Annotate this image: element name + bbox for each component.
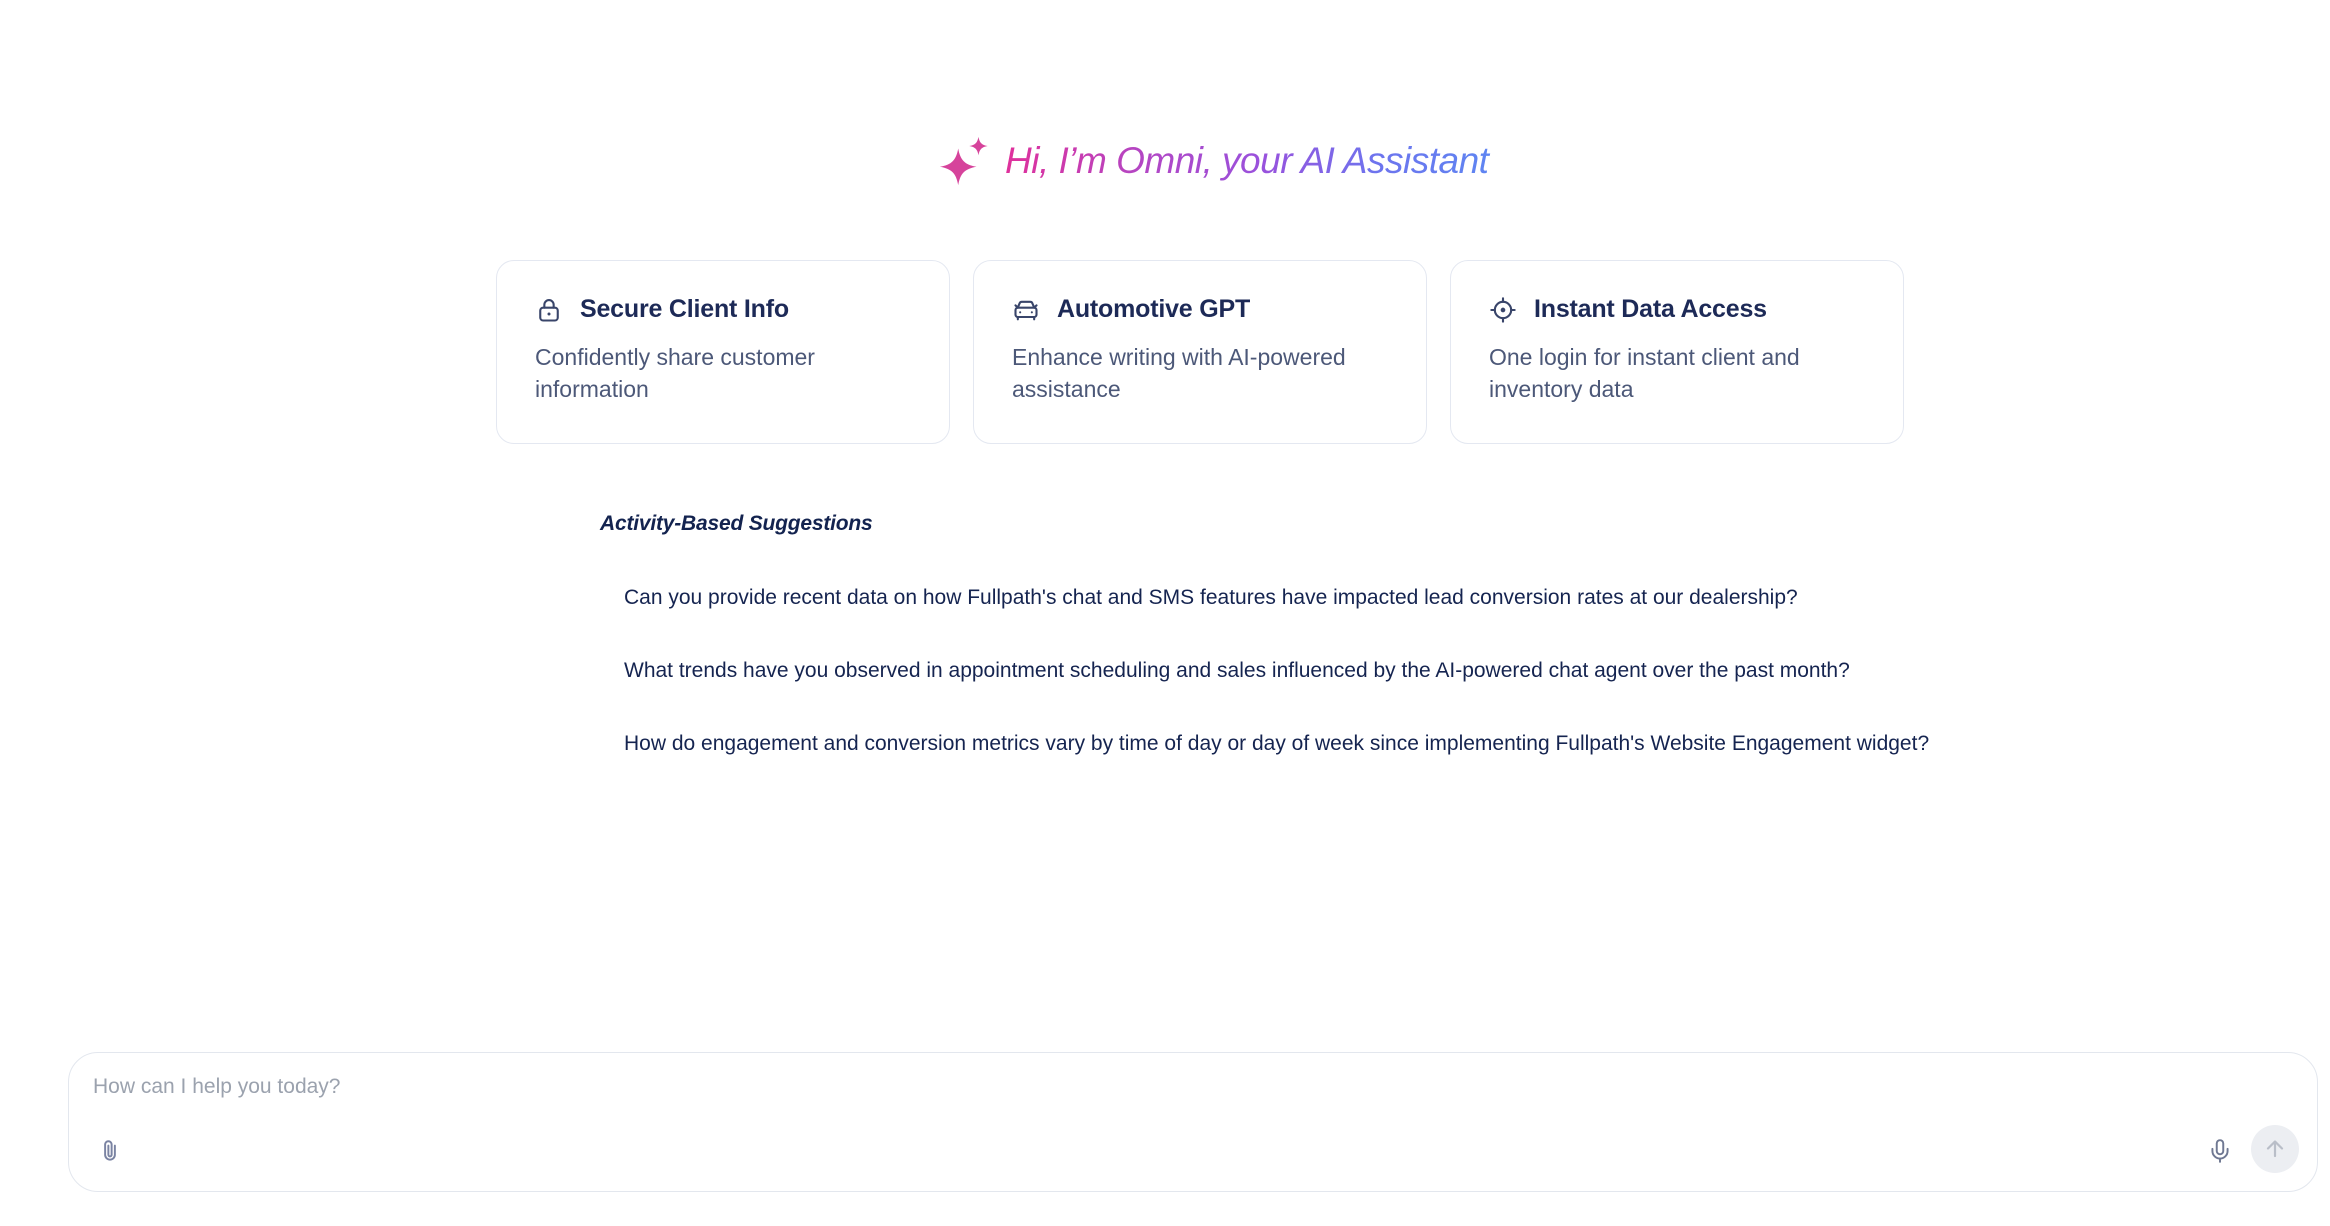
message-input[interactable] (93, 1075, 1693, 1111)
card-title: Secure Client Info (580, 295, 789, 323)
list-item (624, 585, 1929, 610)
card-description: One login for instant client and inventory data (1489, 344, 1800, 402)
composer (68, 1052, 2318, 1192)
card-description: Enhance writing with AI-powered assistance (1012, 344, 1346, 402)
suggestions-section (600, 512, 1929, 756)
card-header (1489, 295, 1867, 324)
car-front-icon (1012, 296, 1040, 324)
feature-card-secure-client-info (496, 260, 950, 444)
suggestion-item-3[interactable]: How do engagement and conversion metrics vary by time of day or day of week since implementing Fullpath's Website Engagement widget? (624, 732, 1930, 755)
lock-icon (535, 296, 563, 324)
target-locate-icon (1489, 296, 1517, 324)
attach-button[interactable] (95, 1136, 125, 1166)
microphone-icon (2207, 1138, 2233, 1164)
list-item (624, 658, 1929, 683)
card-title: Automotive GPT (1057, 295, 1251, 323)
suggestion-item-1[interactable]: Can you provide recent data on how Fullpath's chat and SMS features have impacted lead conversion rates at our dealership? (624, 586, 1798, 609)
mic-button[interactable] (2205, 1136, 2235, 1166)
page-title: Hi, I’m Omni, your AI Assistant (1005, 140, 1494, 182)
feature-cards (496, 260, 1904, 444)
card-header (535, 295, 913, 324)
card-header (1012, 295, 1390, 324)
hero (936, 134, 1494, 188)
send-button[interactable] (2251, 1125, 2299, 1173)
list-item (624, 731, 1929, 756)
card-title: Instant Data Access (1534, 295, 1767, 323)
suggestions-list (624, 585, 1929, 756)
suggestion-item-2[interactable]: What trends have you observed in appointment scheduling and sales influenced by the AI-powered chat agent over the past month? (624, 659, 1850, 682)
feature-card-automotive-gpt (973, 260, 1427, 444)
sparkles-icon (936, 134, 992, 188)
arrow-up-icon (2263, 1137, 2287, 1161)
suggestions-heading: Activity-Based Suggestions (600, 512, 873, 535)
paperclip-icon (97, 1138, 123, 1164)
card-description: Confidently share customer information (535, 344, 815, 402)
feature-card-instant-data-access (1450, 260, 1904, 444)
